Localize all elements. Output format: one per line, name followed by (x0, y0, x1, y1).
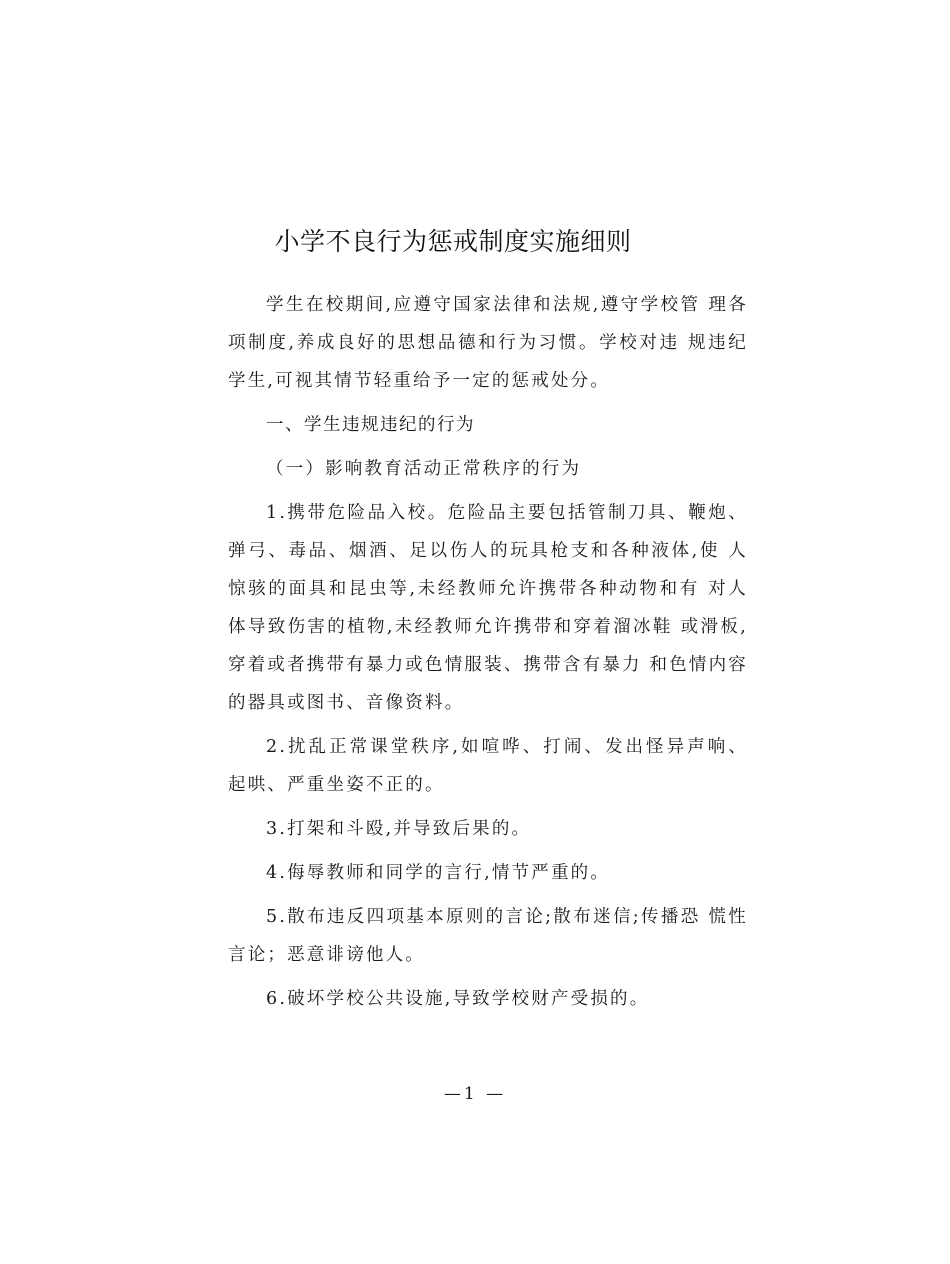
intro-paragraph: 学生在校期间,应遵守国家法律和法规,遵守学校管 理各项制度,养成良好的思想品德和行为习惯。学校对违 规违纪学生,可视其情节轻重给予一定的惩戒处分。 (228, 295, 748, 391)
document-title: 小学不良行为惩戒制度实施细则 (274, 227, 632, 256)
page-number: —1 — (443, 1084, 507, 1104)
section-heading: 一、学生违规违纪的行为 (266, 415, 475, 435)
subsection-heading: （一）影响教育活动正常秩序的行为 (266, 459, 582, 479)
rule-item-1: 1.携带危险品入校。危险品主要包括管制刀具、鞭炮、弹弓、毒品、烟酒、足以伤人的玩具枪支和各种液体,使 人惊骇的面具和昆虫等,未经教师允许携带各种动物和有 对人体导致伤害的植物,未经教师允许携带和穿着溜冰鞋 或滑板,穿着或者携带有暴力或色情服装、携带含有暴力 和色情内容的器具或图书、音像资料。 (228, 503, 748, 713)
rule-item-5: 5.散布违反四项基本原则的言论;散布迷信;传播恐 慌性言论；恶意诽谤他人。 (228, 907, 748, 965)
rule-item-3: 3.打架和斗殴,并导致后果的。 (266, 819, 532, 839)
document-body (228, 286, 748, 1024)
rule-item-2: 2.扰乱正常课堂秩序,如喧哗、打闹、发出怪异声响、 起哄、严重坐姿不正的。 (228, 737, 748, 795)
rule-item-4: 4.侮辱教师和同学的言行,情节严重的。 (266, 863, 611, 883)
rule-item-6: 6.破坏学校公共设施,导致学校财产受损的。 (266, 989, 650, 1009)
